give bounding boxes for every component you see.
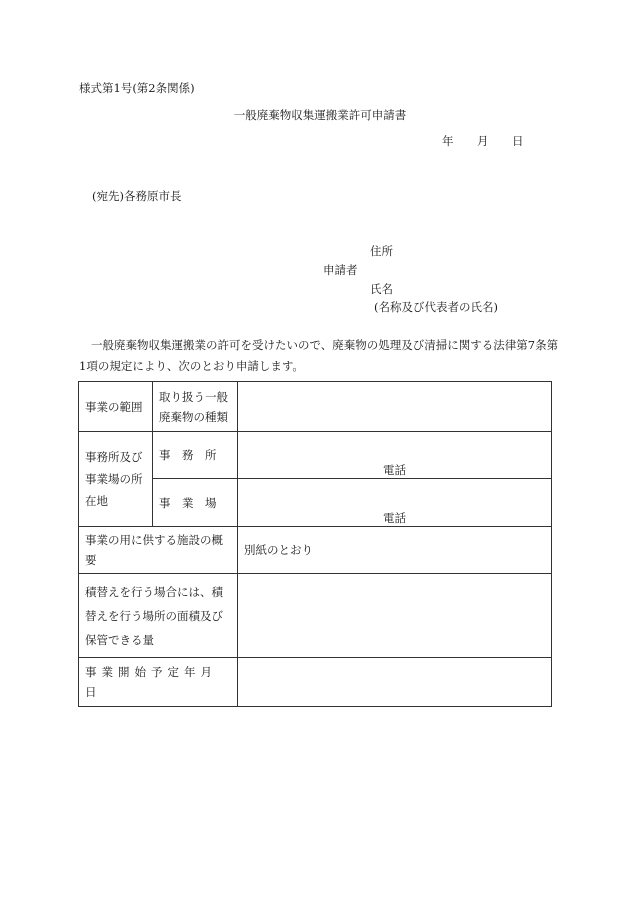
scope-row	[79, 382, 552, 432]
business-site-address-field[interactable]	[238, 479, 552, 527]
date-year-label: 年	[442, 134, 454, 148]
application-form-table	[78, 381, 552, 707]
addressee: (宛先)各務原市長	[92, 189, 182, 203]
facilities-label: 事業の用に供する施設の概要	[79, 527, 238, 574]
start-date-label: 事業開始予定年月日	[79, 658, 238, 707]
waste-type-field[interactable]	[238, 382, 552, 432]
scope-label: 事業の範囲	[79, 382, 153, 432]
form-number: 様式第1号(第2条関係)	[79, 81, 195, 95]
transfer-field[interactable]	[238, 574, 552, 658]
facilities-value[interactable]: 別紙のとおり	[238, 527, 552, 574]
office-address-field[interactable]	[238, 432, 552, 479]
business-site-phone-label: 電話	[383, 511, 406, 525]
date-day-label: 日	[512, 134, 524, 148]
office-label: 事 務 所	[153, 432, 238, 479]
facilities-row	[79, 527, 552, 574]
transfer-row	[79, 574, 552, 658]
location-label: 事務所及び事業場の所在地	[79, 432, 153, 527]
name-label: 氏名	[370, 282, 393, 296]
waste-type-label: 取り扱う一般廃棄物の種類	[153, 382, 238, 432]
start-date-field[interactable]	[238, 658, 552, 707]
name-note: (名称及び代表者の氏名)	[374, 300, 498, 314]
business-site-label: 事 業 場	[153, 479, 238, 527]
document-title: 一般廃棄物収集運搬業許可申請書	[233, 108, 407, 122]
address-label: 住所	[370, 244, 393, 258]
transfer-label: 積替えを行う場合には、積替えを行う場所の面積及び保管できる量	[79, 574, 238, 658]
application-statement: 一般廃棄物収集運搬業の許可を受けたいので、廃棄物の処理及び清掃に関する法律第7条第1項の規定により、次のとおり申請します。	[79, 338, 559, 373]
start-date-row	[79, 658, 552, 707]
applicant-label: 申請者	[323, 263, 358, 277]
office-phone-label: 電話	[383, 463, 406, 477]
date-month-label: 月	[477, 134, 489, 148]
office-row	[79, 432, 552, 479]
